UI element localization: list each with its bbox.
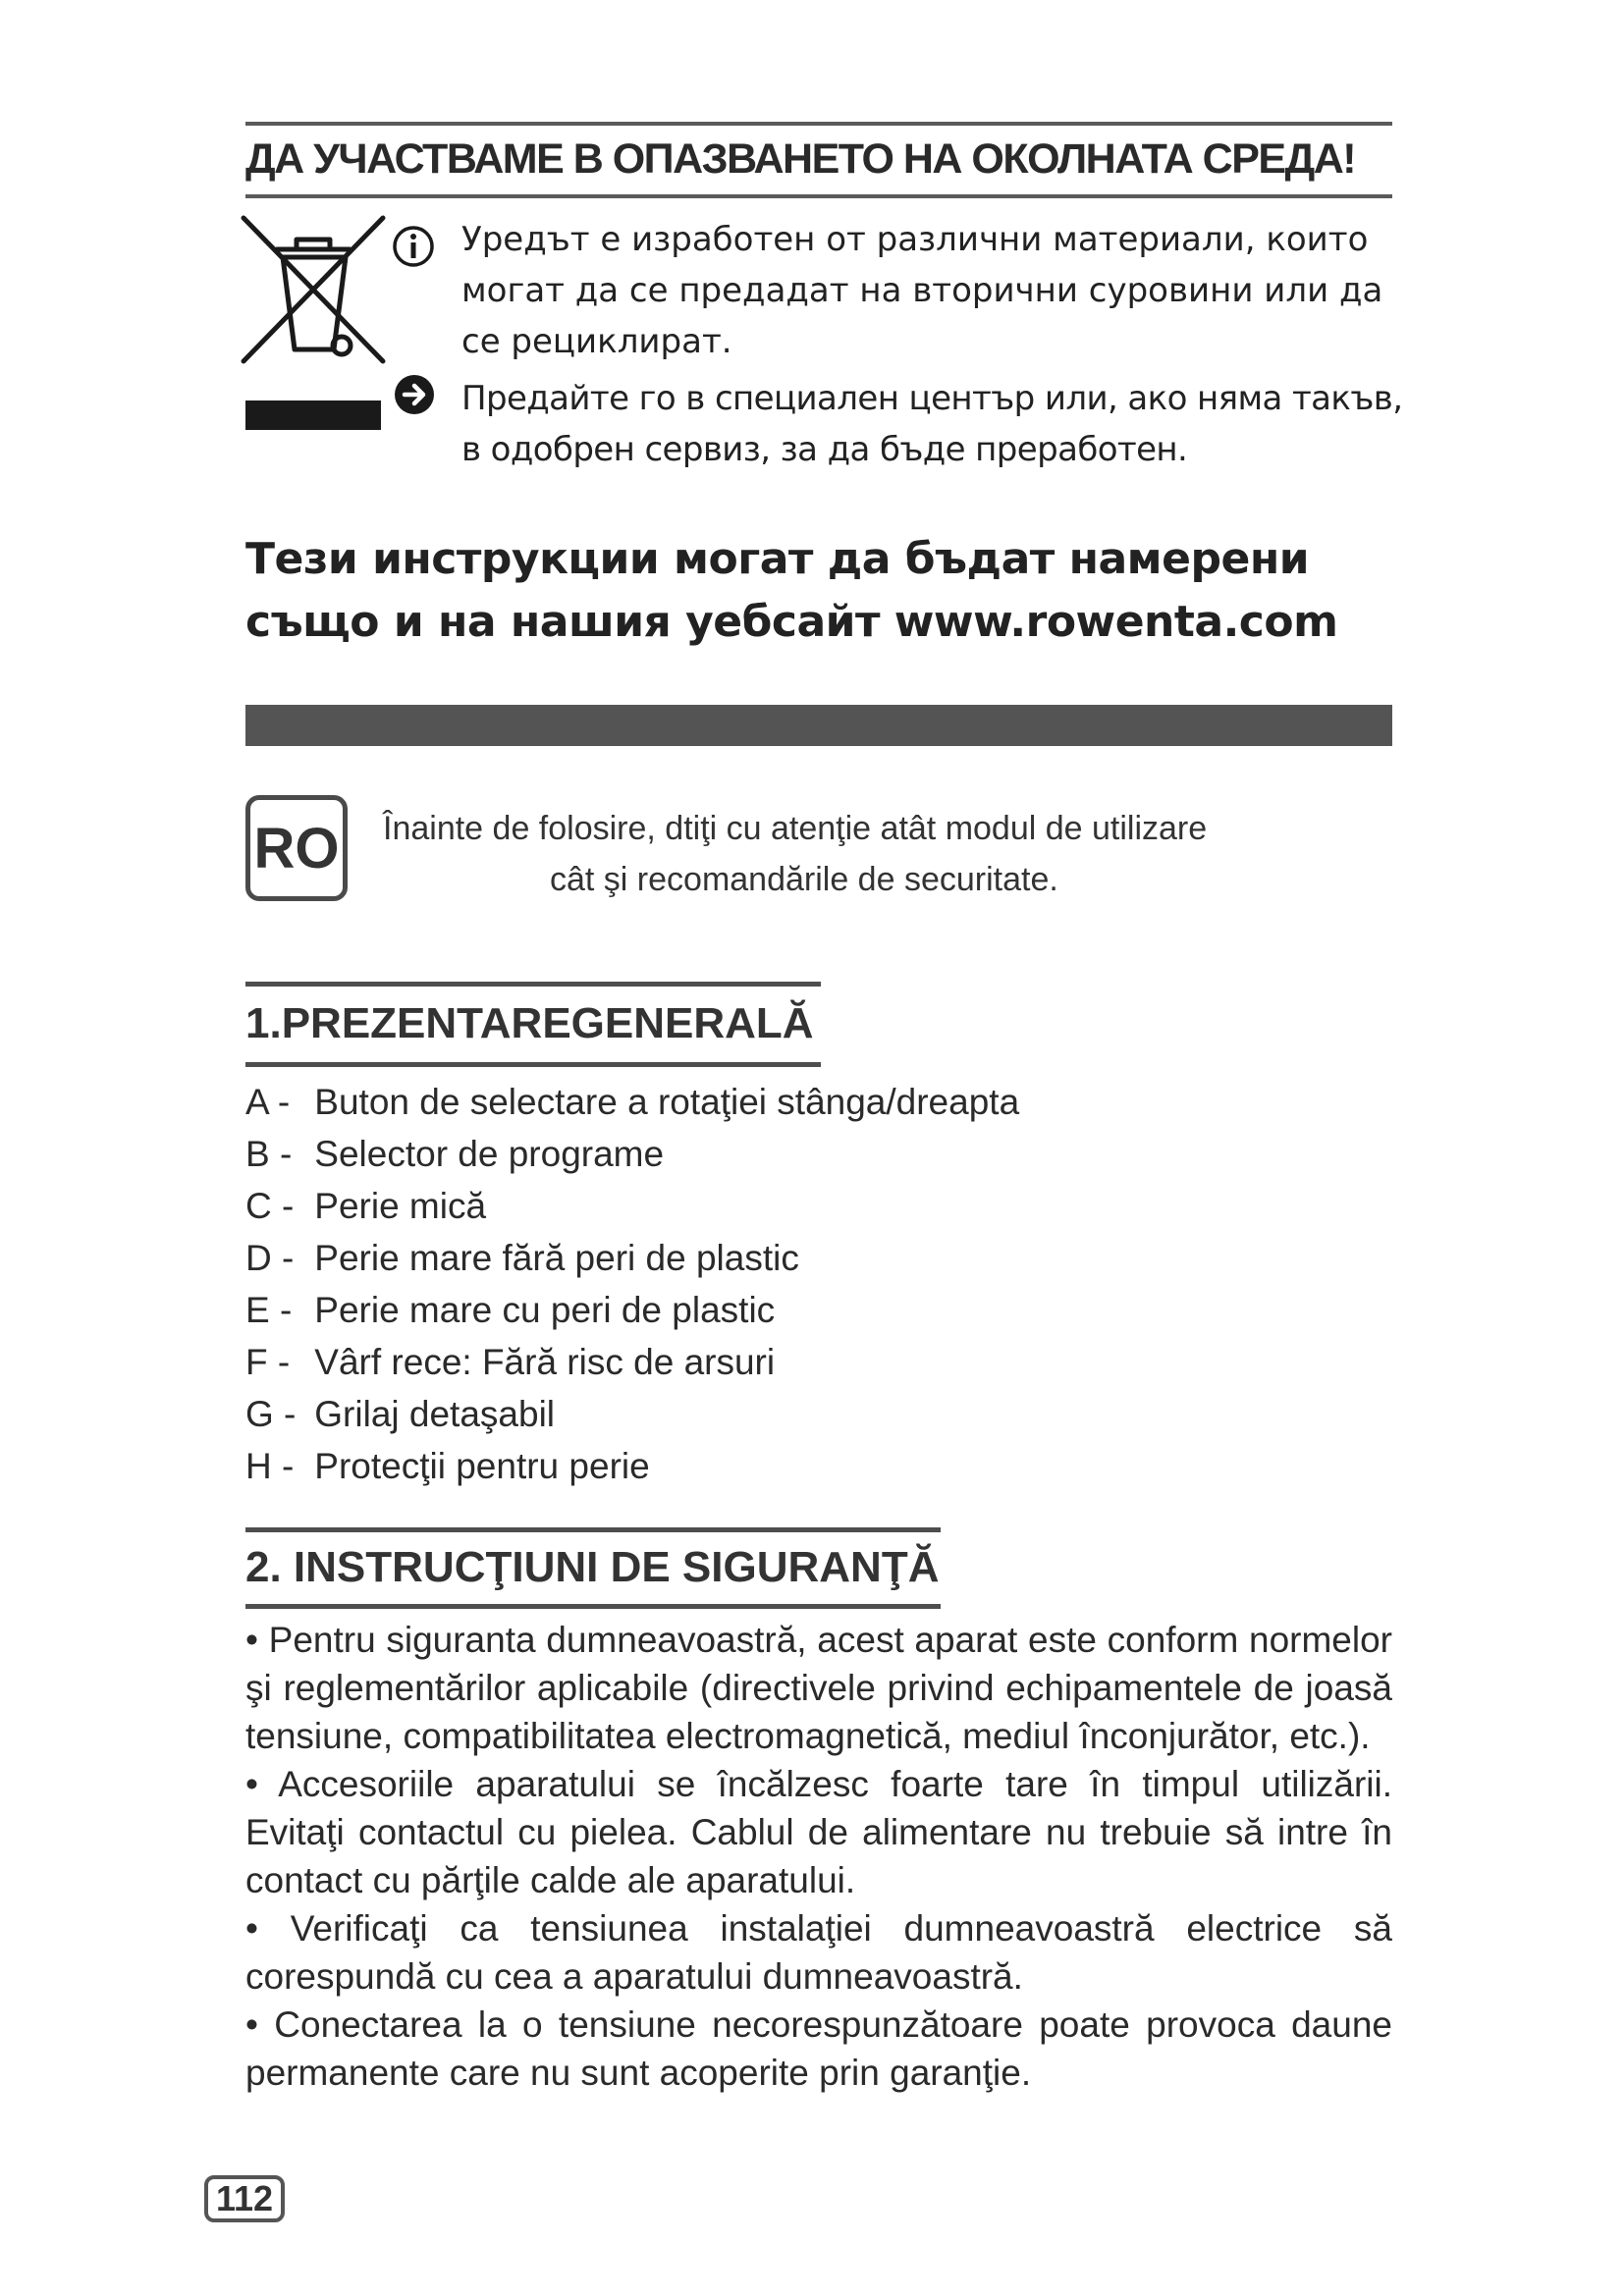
ro-intro-line-1: Înainte de folosire, dtiţi cu atenţie atât modul de utilizare xyxy=(383,810,1208,847)
part-label: Selector de programe xyxy=(314,1134,665,1174)
part-letter: B - xyxy=(245,1134,293,1174)
part-letter: G - xyxy=(245,1394,297,1434)
part-label: Buton de selectare a rotaţiei stânga/dreapta xyxy=(314,1082,1020,1122)
safety-paragraph: • Verificaţi ca tensiunea instalaţiei dumneavoastră electrice să corespundă cu cea a aparatului dumneavoastră. xyxy=(245,1908,1392,1997)
page-number: 112 xyxy=(204,2175,285,2222)
environment-title: ДА УЧАСТВАМЕ В ОПАЗВАНЕТО НА ОКОЛНАТА СРЕДА! xyxy=(245,135,1356,183)
part-letter: H - xyxy=(245,1446,295,1486)
arrow-right-circle-icon xyxy=(393,373,436,416)
crossed-out-bin-icon xyxy=(240,214,387,371)
part-letter: F - xyxy=(245,1342,291,1382)
list-item xyxy=(245,1284,1326,1336)
list-item xyxy=(245,1232,1326,1284)
section1-bottom-rule xyxy=(245,1062,821,1067)
section1-top-rule xyxy=(245,982,821,987)
part-letter: C - xyxy=(245,1186,295,1226)
website-note: Тези инструкции могат да бъдат намерени също и на нашия уебсайт www.rowenta.com xyxy=(245,534,1338,647)
safety-instructions xyxy=(245,1616,1392,2097)
part-label: Perie mare cu peri de plastic xyxy=(314,1290,776,1330)
section2-title: 2. INSTRUCŢIUNI DE SIGURANŢĂ xyxy=(245,1543,940,1591)
part-label: Grilaj detaşabil xyxy=(314,1394,556,1434)
ro-intro xyxy=(373,803,1414,905)
language-badge: RO xyxy=(245,795,348,901)
title-underline xyxy=(245,194,1392,198)
part-letter: D - xyxy=(245,1238,295,1278)
safety-paragraph: • Accesoriile aparatului se încălzesc foarte tare în timpul utilizării. Evitaţi contactul cu pielea. Cablul de alimentare nu trebuie să intre în contact cu părţile calde ale aparatului. xyxy=(245,1764,1392,1900)
list-item xyxy=(245,1076,1326,1128)
top-rule xyxy=(245,122,1392,126)
list-item xyxy=(245,1128,1326,1180)
part-label: Perie mică xyxy=(314,1186,487,1226)
list-item xyxy=(245,1440,1326,1492)
part-letter: A - xyxy=(245,1082,291,1122)
part-label: Vârf rece: Fără risc de arsuri xyxy=(314,1342,776,1382)
section1-title: 1.PREZENTAREGENERALĂ xyxy=(245,999,814,1047)
safety-paragraph: • Pentru siguranta dumneavoastră, acest aparat este conform normelor şi reglementărilor aplicabile (directivele privind echipamentele de joasă tensiune, compatibilitatea electromagnetică, mediul înconjurător, etc.). xyxy=(245,1620,1392,1756)
disposal-instruction-text: Предайте го в специален център или, ако няма такъв, в одобрен сервиз, за да бъде преработен. xyxy=(461,379,1403,469)
list-item xyxy=(245,1388,1326,1440)
safety-paragraph: • Conectarea la o tensiune necorespunzătoare poate provoca daune permanente care nu sunt acoperite prin garanţie. xyxy=(245,2004,1392,2093)
ro-intro-line-2: cât şi recomandările de securitate. xyxy=(550,861,1058,898)
list-item xyxy=(245,1336,1326,1388)
recycling-info-text: Уредът е изработен от различни материали, които могат да се предадат на вторични суровини или да се рециклират. xyxy=(461,220,1383,361)
section2-top-rule xyxy=(245,1527,941,1532)
info-icon xyxy=(391,224,436,269)
part-label: Protecţii pentru perie xyxy=(314,1446,650,1486)
language-separator-bar xyxy=(245,705,1392,746)
part-letter: E - xyxy=(245,1290,293,1330)
section2-bottom-rule xyxy=(245,1604,941,1609)
parts-list xyxy=(245,1076,1326,1492)
list-item xyxy=(245,1180,1326,1232)
separate-collection-bar xyxy=(245,400,381,430)
part-label: Perie mare fără peri de plastic xyxy=(314,1238,799,1278)
